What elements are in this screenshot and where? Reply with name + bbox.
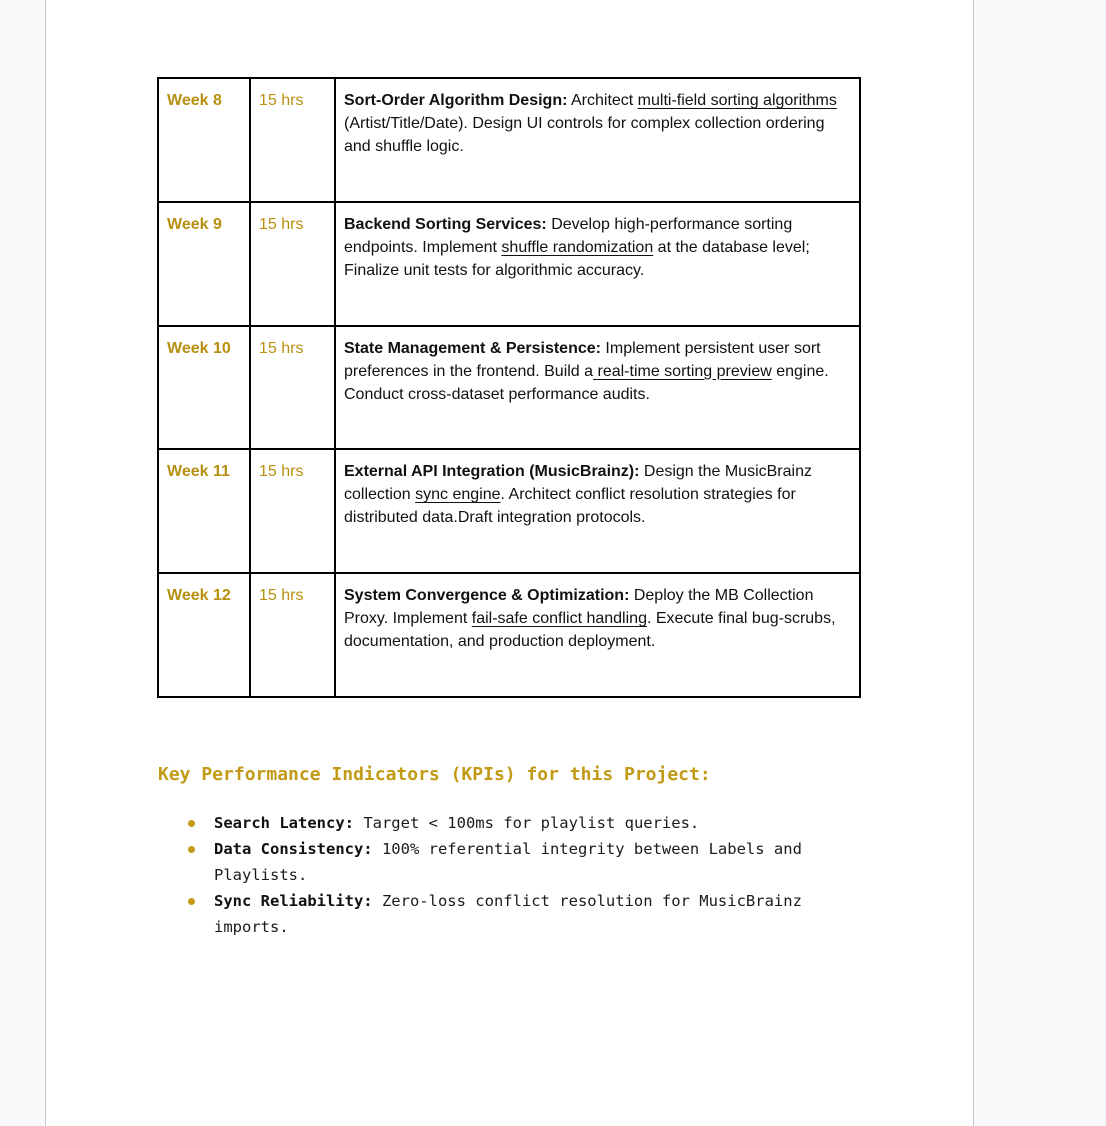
- table-row: [158, 78, 860, 202]
- week-cell: Week 12: [158, 573, 250, 697]
- task-title: State Management & Persistence:: [344, 339, 601, 357]
- task-link-text[interactable]: real-time sorting preview: [593, 362, 772, 380]
- list-item: [158, 888, 808, 940]
- task-link-text[interactable]: multi-field sorting algorithms: [637, 92, 837, 109]
- description-cell: [335, 573, 860, 697]
- hours-cell: 15 hrs: [250, 449, 335, 573]
- week-cell: Week 10: [158, 326, 250, 450]
- kpi-label: Sync Reliability:: [214, 892, 373, 910]
- kpi-label: Search Latency:: [214, 814, 354, 832]
- task-text: . Architect conflict resolution strategies for distributed data.Draft integration protocols.: [344, 486, 796, 527]
- table-row: [158, 449, 860, 573]
- table-row: [158, 573, 860, 697]
- task-text: Develop high-performance sorting endpoints. Implement: [344, 215, 793, 256]
- task-title: Sort-Order Algorithm Design:: [344, 92, 568, 109]
- task-text: Architect: [567, 92, 638, 109]
- task-text: (Artist/Title/Date). Design UI controls for complex collection ordering and shuffle logic.: [344, 115, 825, 155]
- week-cell: Week 9: [158, 202, 250, 326]
- bullet-icon: [188, 820, 195, 827]
- description-cell: [335, 326, 860, 450]
- hours-cell: 15 hrs: [250, 78, 335, 202]
- description-cell: [335, 449, 860, 573]
- bullet-icon: [188, 846, 195, 853]
- task-text: Deploy the MB Collection Proxy. Implement: [344, 587, 814, 628]
- kpi-list: [158, 810, 808, 940]
- kpi-text: 100% referential integrity between Labels and Playlists.: [214, 840, 802, 884]
- description-cell: [335, 78, 860, 202]
- week-cell: Week 11: [158, 449, 250, 573]
- kpi-label: Data Consistency:: [214, 840, 373, 858]
- kpi-text: Target < 100ms for playlist queries.: [353, 814, 700, 832]
- table-row: [158, 202, 860, 326]
- document-page: [45, 0, 974, 1126]
- schedule-table-body: [158, 78, 860, 697]
- hours-cell: 15 hrs: [250, 573, 335, 697]
- schedule-table: [157, 77, 861, 698]
- description-cell: [335, 202, 860, 326]
- task-title: System Convergence & Optimization:: [344, 587, 630, 605]
- task-text: Implement persistent user sort preferences in the frontend. Build a: [344, 339, 821, 380]
- kpi-text: Zero-loss conflict resolution for MusicBrainz imports.: [214, 892, 802, 936]
- list-item: [158, 810, 808, 836]
- week-cell: Week 8: [158, 78, 250, 202]
- hours-cell: 15 hrs: [250, 326, 335, 450]
- task-text: engine. Conduct cross-dataset performance audits.: [344, 362, 829, 403]
- task-link-text[interactable]: fail-safe conflict handling: [471, 610, 647, 628]
- task-text: Design the MusicBrainz collection: [344, 463, 812, 504]
- kpi-heading: Key Performance Indicators (KPIs) for this Project:: [158, 764, 711, 785]
- task-title: External API Integration (MusicBrainz):: [344, 463, 640, 481]
- list-item: [158, 836, 808, 888]
- task-link-text[interactable]: shuffle randomization: [501, 238, 654, 256]
- task-link-text[interactable]: sync engine: [415, 486, 501, 504]
- bullet-icon: [188, 898, 195, 905]
- task-text: . Execute final bug-scrubs, documentation, and production deployment.: [344, 610, 836, 651]
- task-text: at the database level; Finalize unit tests for algorithmic accuracy.: [344, 238, 810, 279]
- task-title: Backend Sorting Services:: [344, 215, 547, 233]
- table-row: [158, 326, 860, 450]
- hours-cell: 15 hrs: [250, 202, 335, 326]
